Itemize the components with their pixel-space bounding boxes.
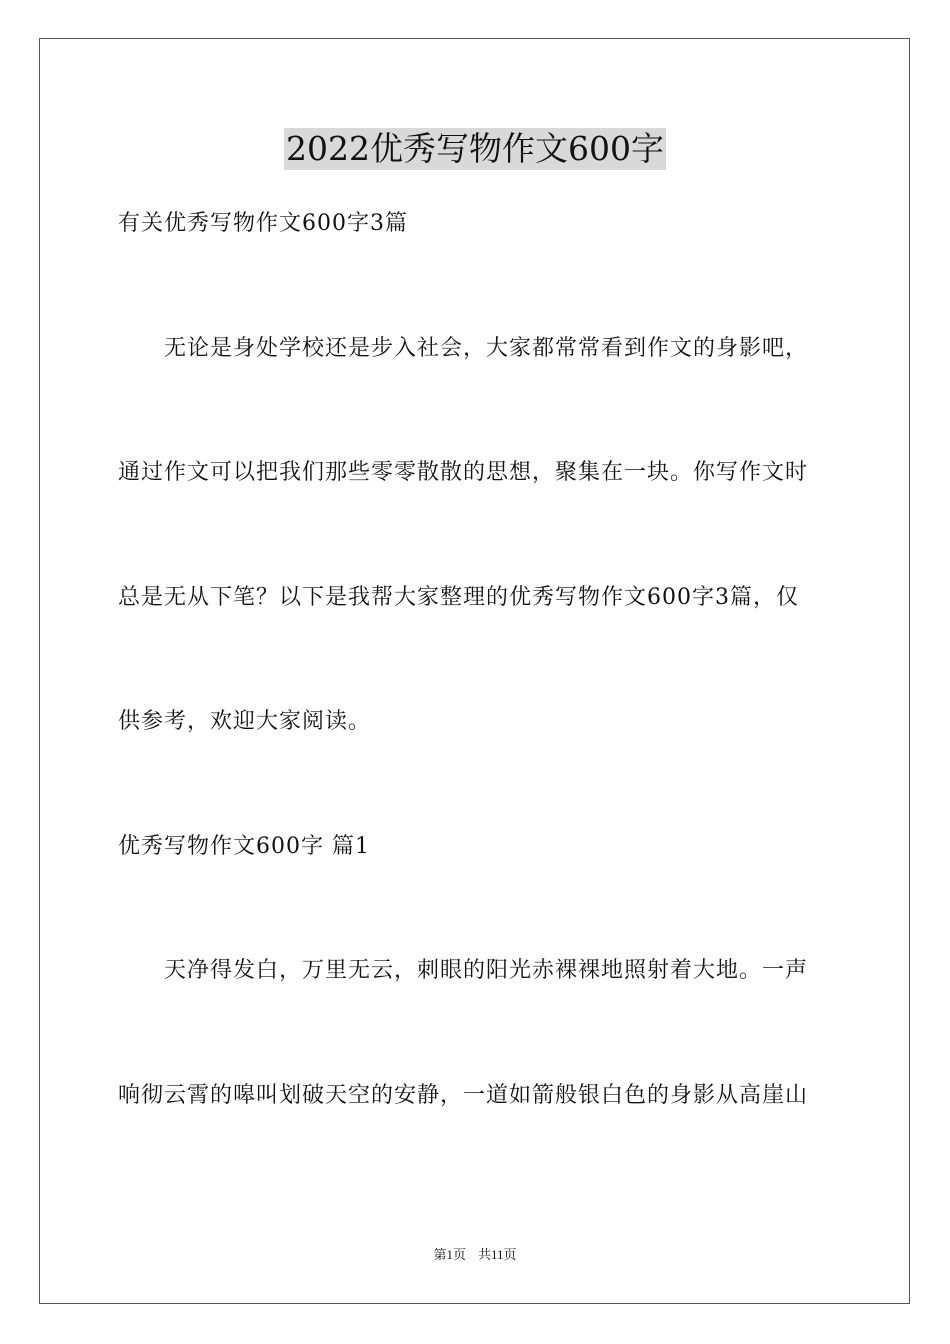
page-footer: [0, 1246, 950, 1264]
page-number: 第1页: [433, 1247, 466, 1262]
section-line-1: 天净得发白，万里无云，刺眼的阳光赤裸裸地照射着大地。一声: [164, 958, 809, 983]
intro-line-3: 总是无从下笔？以下是我帮大家整理的优秀写物作文600字3篇，仅: [118, 585, 799, 610]
intro-line-4: 供参考，欢迎大家阅读。: [118, 709, 372, 734]
page-total: 共11页: [477, 1247, 517, 1262]
document-subtitle: 有关优秀写物作文600字3篇: [118, 211, 408, 236]
title-container: [0, 128, 950, 170]
intro-line-1: 无论是身处学校还是步入社会，大家都常常看到作文的身影吧，: [164, 336, 809, 361]
section-line-2: 响彻云霄的嗥叫划破天空的安静，一道如箭般银白色的身影从高崖山: [118, 1083, 809, 1108]
section-heading: 优秀写物作文600字 篇1: [118, 834, 370, 859]
document-title: 2022优秀写物作文600字: [286, 129, 664, 168]
intro-line-2: 通过作文可以把我们那些零零散散的思想，聚集在一块。你写作文时: [118, 460, 809, 485]
